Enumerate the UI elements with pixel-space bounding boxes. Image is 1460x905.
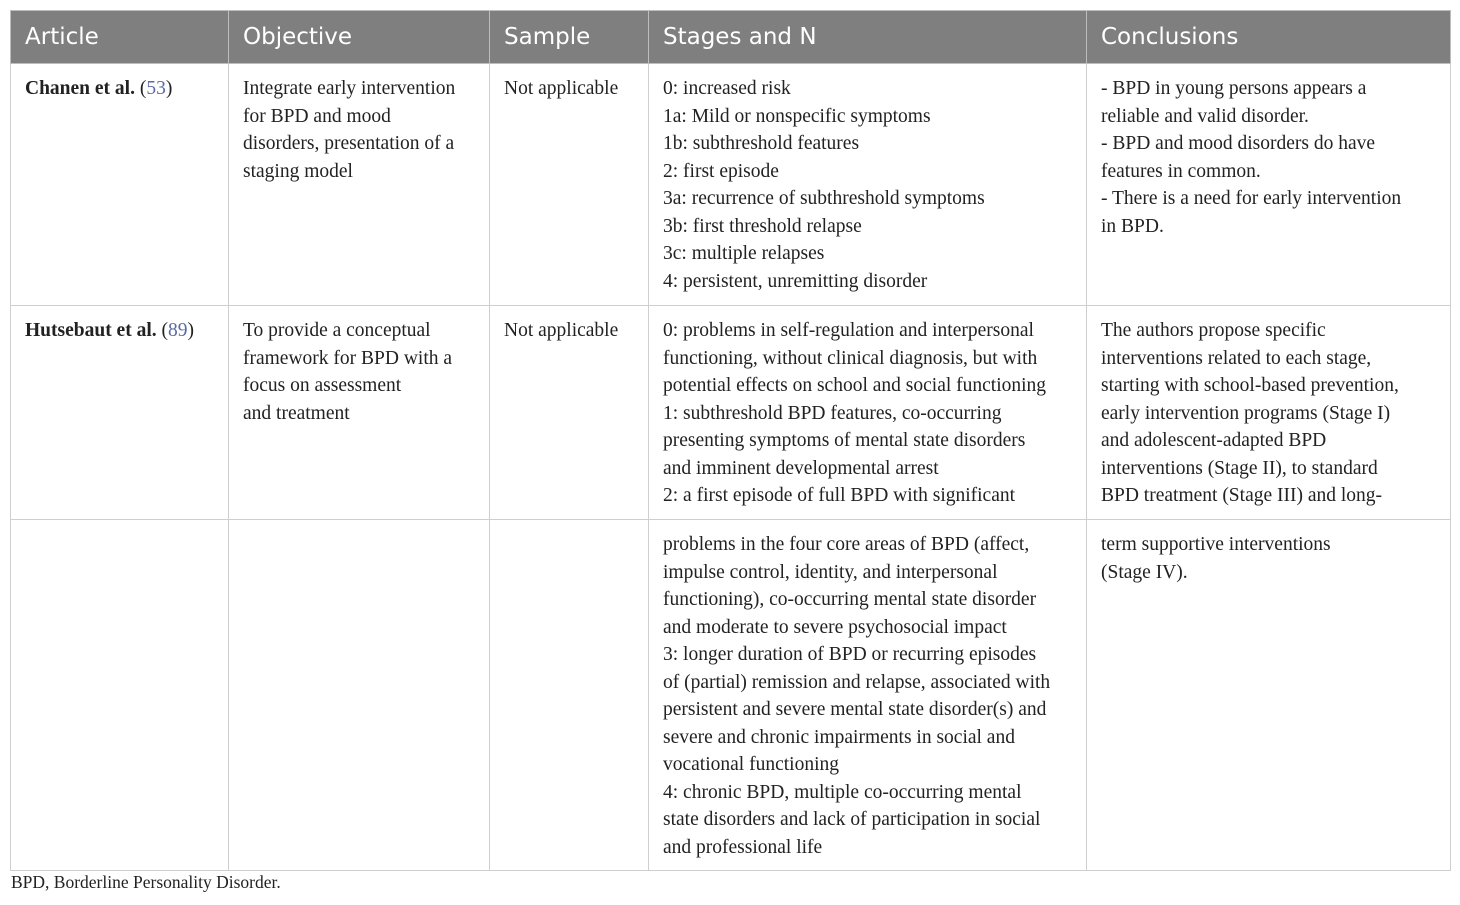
- header-stages: Stages and N: [649, 11, 1087, 64]
- author-name: Hutsebaut et al.: [25, 320, 157, 341]
- header-conclusions: Conclusions: [1087, 11, 1451, 64]
- objective-cell-empty: [229, 520, 490, 871]
- article-cell-empty: [11, 520, 229, 871]
- table-row: [11, 306, 1451, 520]
- reference-link[interactable]: 89: [168, 320, 188, 341]
- stages-cell: 0: increased risk 1a: Mild or nonspecific symptoms 1b: subthreshold features 2: first episode 3a: recurrence of subthreshold symptoms 3b: first threshold relapse 3c: multiple relapses 4: persistent, unremitting disorder: [649, 64, 1087, 306]
- article-cell: Hutsebaut et al. (89): [11, 306, 229, 520]
- article-cell: Chanen et al. (53): [11, 64, 229, 306]
- objective-cell: To provide a conceptual framework for BPD with a focus on assessment and treatment: [229, 306, 490, 520]
- reference-link[interactable]: 53: [146, 78, 166, 99]
- staging-models-table: [10, 10, 1451, 871]
- staging-table-wrapper: [10, 10, 1450, 871]
- header-article: Article: [11, 11, 229, 64]
- sample-cell-empty: [490, 520, 649, 871]
- stages-cell: problems in the four core areas of BPD (affect, impulse control, identity, and interpersonal functioning), co-occurring mental state disorder and moderate to severe psychosocial impact 3: longer duration of BPD or recurring episodes of (partial) remission and relapse, associated with persistent and severe mental state disorder(s) and severe and chronic impairments in social and vocational functioning 4: chronic BPD, multiple co-occurring mental state disorders and lack of participation in social and professional life: [649, 520, 1087, 871]
- author-name: Chanen et al.: [25, 78, 135, 99]
- conclusions-cell: The authors propose specific interventions related to each stage, starting with school-based prevention, early intervention programs (Stage I) and adolescent-adapted BPD interventions (Stage II), to standard BPD treatment (Stage III) and long-: [1087, 306, 1451, 520]
- sample-cell: Not applicable: [490, 64, 649, 306]
- sample-cell: Not applicable: [490, 306, 649, 520]
- table-row: [11, 520, 1451, 871]
- header-objective: Objective: [229, 11, 490, 64]
- objective-cell: Integrate early intervention for BPD and mood disorders, presentation of a staging model: [229, 64, 490, 306]
- table-footnote: BPD, Borderline Personality Disorder.: [11, 872, 281, 892]
- header-sample: Sample: [490, 11, 649, 64]
- table-header-row: [11, 11, 1451, 64]
- conclusions-cell: term supportive interventions (Stage IV).: [1087, 520, 1451, 871]
- stages-cell: 0: problems in self-regulation and interpersonal functioning, without clinical diagnosis, but with potential effects on school and social functioning 1: subthreshold BPD features, co-occurring presenting symptoms of mental state disorders and imminent developmental arrest 2: a first episode of full BPD with significant: [649, 306, 1087, 520]
- conclusions-cell: - BPD in young persons appears a reliable and valid disorder. - BPD and mood disorders do have features in common. - There is a need for early intervention in BPD.: [1087, 64, 1451, 306]
- table-row: [11, 64, 1451, 306]
